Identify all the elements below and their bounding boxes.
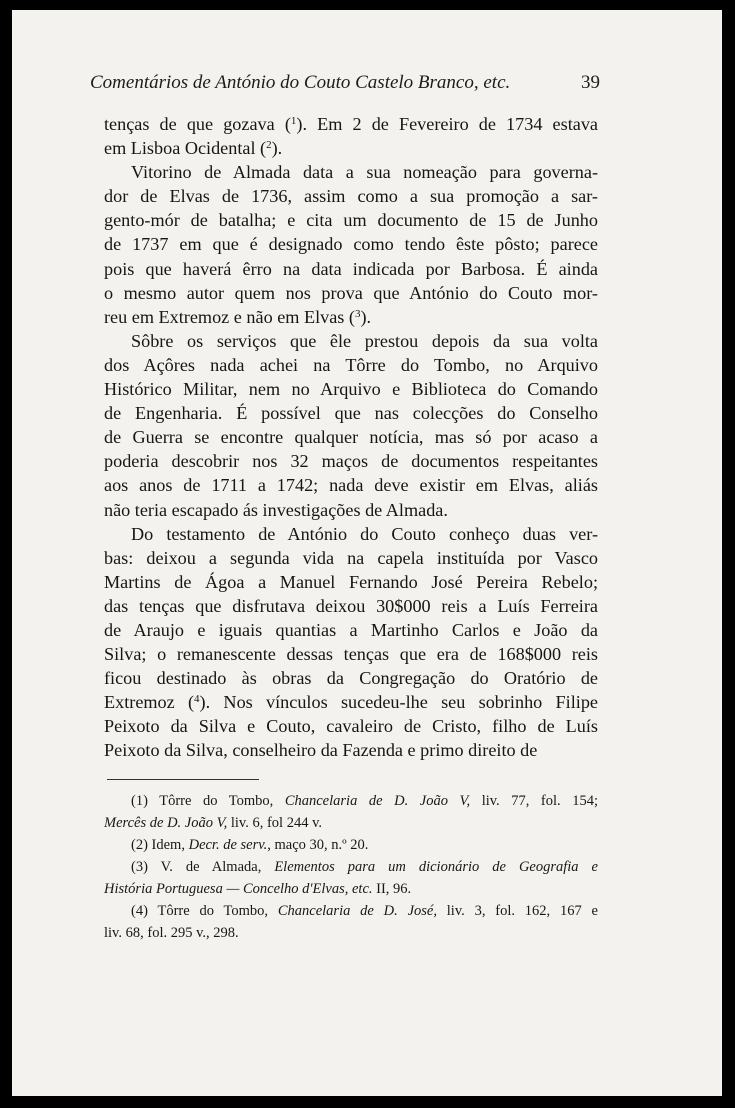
body-line: Extremoz ($^4$). Nos vínculos sucedeu-lhe seu sobrinho Filipe xyxy=(104,692,598,713)
footnote-ref: 2 xyxy=(266,139,272,152)
body-line: Vitorino de Almada data a sua nomeação para governa- xyxy=(131,162,598,183)
body-line: bas: deixou a segunda vida na capela instituída por Vasco xyxy=(104,547,598,568)
footnote-3-cont: História Portuguesa — Concelho d'Elvas, etc. II, 96. xyxy=(104,881,412,897)
body-line: o mesmo autor quem nos prova que António do Couto mor- xyxy=(104,282,598,303)
body-line: ficou destinado às obras da Congregação do Oratório de xyxy=(104,668,598,689)
body-line: em Lisboa Ocidental ($^2$). xyxy=(104,138,283,159)
footnote-1: (1) Tôrre do Tombo, Chancelaria de D. João V, liv. 77, fol. 154; xyxy=(131,793,598,809)
body-line: gento-mór de batalha; e cita um documento de 15 de Junho xyxy=(104,210,598,231)
body-line: Sôbre os serviços que êle prestou depois da sua volta xyxy=(131,330,598,351)
page-sheet xyxy=(12,10,722,1096)
footnote-1-cont: Mercês de D. João V, liv. 6, fol 244 v. xyxy=(104,815,322,831)
body-line: Silva; o remanescente dessas tenças que era de 168$000 reis xyxy=(104,644,598,665)
body-line: dos Açôres nada achei na Tôrre do Tombo, no Arquivo xyxy=(104,354,598,375)
footnote-ref: 1 xyxy=(290,115,297,127)
footnote-4: (4) Tôrre do Tombo, Chancelaria de D. José, liv. 3, fol. 162, 167 e xyxy=(131,903,598,919)
body-line: poderia descobrir nos 32 maços de documentos respeitantes xyxy=(104,451,598,472)
body-line: de 1737 em que é designado como tendo êste pôsto; parece xyxy=(104,234,598,255)
body-line: reu em Extremoz e não em Elvas ($^3$). xyxy=(104,306,372,327)
body-line: pois que haverá êrro na data indicada por Barbosa. É ainda xyxy=(104,258,598,279)
body-line: não teria escapado ás investigações de Almada. xyxy=(104,499,448,520)
body-line: Martins de Ágoa a Manuel Fernando José Pereira Rebelo; xyxy=(104,571,598,592)
body-line: aos anos de 1711 a 1742; nada deve existir em Elvas, aliás xyxy=(104,475,598,496)
body-line: de Araujo e iguais quantias a Martinho Carlos e João da xyxy=(104,619,598,640)
footnotes xyxy=(104,790,598,944)
footnote-ref: 3 xyxy=(354,307,361,320)
body-line: de Engenharia. É possível que nas colecções do Conselho xyxy=(104,403,598,424)
body-line: de Guerra se encontre qualquer notícia, mas só por acaso a xyxy=(104,427,598,448)
body-line: dor de Elvas de 1736, assim como a sua promoção a sar- xyxy=(104,186,598,207)
page-number: 39 xyxy=(581,72,600,93)
body-line: das tenças que disfrutava deixou 30$000 reis a Luís Ferreira xyxy=(104,595,598,616)
body-line: Peixoto da Silva e Couto, cavaleiro de Cristo, filho de Luís xyxy=(104,716,598,737)
footnote-3: (3) V. de Almada, Elementos para um dicionário de Geografia e xyxy=(131,859,598,875)
running-title: Comentários de António do Couto Castelo Branco, etc. xyxy=(90,72,511,93)
footnote-ref: 4 xyxy=(194,693,200,706)
body-line: tenças de que gozava ($^1$). Em 2 de Fevereiro de 1734 estava xyxy=(104,114,598,134)
body-text xyxy=(104,112,598,763)
body-line: Do testamento de António do Couto conheço duas ver- xyxy=(131,523,598,544)
running-header xyxy=(90,72,600,94)
body-line: Histórico Militar, nem no Arquivo e Biblioteca do Comando xyxy=(104,379,598,400)
footnote-2: (2) Idem, Decr. de serv., maço 30, n.º 20. xyxy=(131,837,369,853)
body-line: Peixoto da Silva, conselheiro da Fazenda e primo direito de xyxy=(104,740,538,761)
footnote-4-cont: liv. 68, fol. 295 v., 298. xyxy=(104,925,239,941)
footnote-separator xyxy=(107,779,259,780)
